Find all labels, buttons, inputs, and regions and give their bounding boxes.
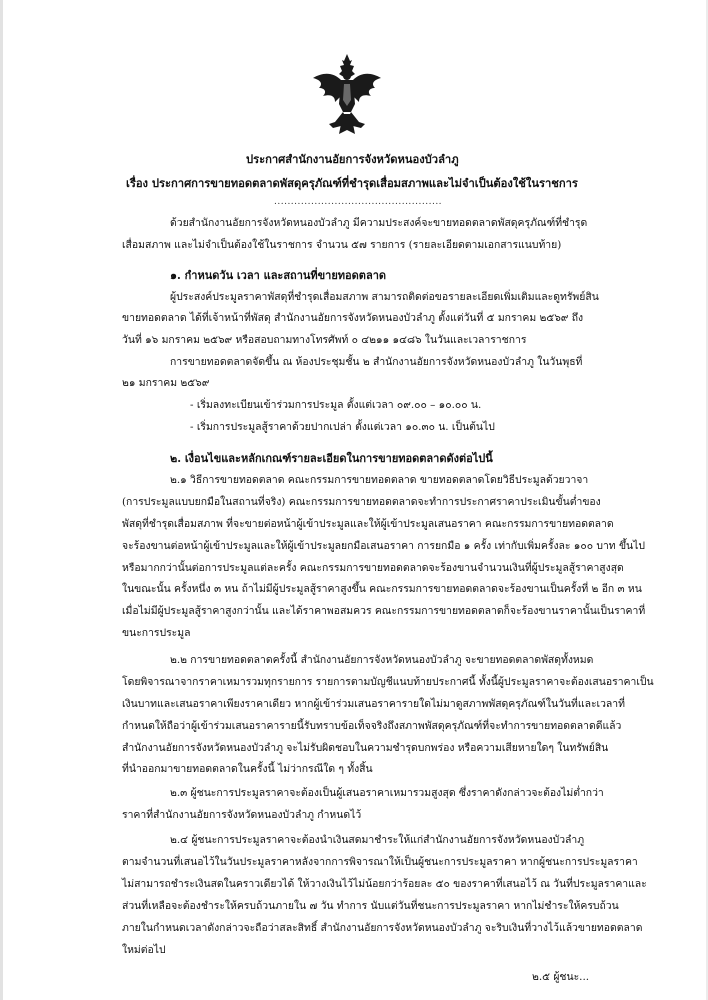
- paragraph-line: ๒.๔ ผู้ชนะการประมูลราคาจะต้องนำเงินสดมาชำระให้แก่สำนักงานอัยการจังหวัดหนองบัวลำภู: [170, 834, 585, 846]
- paragraph-line: ๒.๓ ผู้ชนะการประมูลราคาจะต้องเป็นผู้เสนอราคาเหมารวมสูงสุด ซึ่งราคาดังกล่าวจะต้องไม่ต่ำกว่า: [170, 787, 604, 799]
- paragraph-line: ในขณะนั้น ครั้งหนึ่ง ๓ หน ถ้าไม่มีผู้ประมูลสู้ราคาสูงขึ้น คณะกรรมการขายทอดตลาดจะร้องขานเป็นครั้งที่ ๒ อีก ๓ หน: [122, 583, 642, 595]
- paragraph-line: ๒.๒ การขายทอดตลาดครั้งนี้ สำนักงานอัยการจังหวัดหนองบัวลำภู จะขายทอดตลาดพัสดุทั้งหมด: [170, 654, 594, 666]
- paragraph-line: ราคาที่สำนักงานอัยการจังหวัดหนองบัวลำภู กำหนดไว้: [122, 809, 362, 821]
- paragraph-line: จะร้องขานต่อหน้าผู้เข้าประมูลและให้ผู้เข้าประมูลยกมือเสนอราคา การยกมือ ๑ ครั้ง เท่ากับเพิ่มครั้งละ ๑๐๐ บาท ขึ้นไป: [122, 540, 645, 552]
- paragraph-line: (การประมูลแบบยกมือในสถานที่จริง) คณะกรรมการขายทอดตลาดจะทำการประกาศราคาประเมินขั้นต่ำของ: [122, 496, 601, 508]
- page-continuation-note: ๒.๕ ผู้ชนะ...: [532, 971, 590, 983]
- garuda-emblem-icon: [311, 52, 383, 136]
- paragraph-line: ขนะการประมูล: [122, 627, 191, 639]
- paragraph-line: ขายทอดตลาด ได้ที่เจ้าหน้าที่พัสดุ สำนักงานอัยการจังหวัดหนองบัวลำภู ตั้งแต่วันที่ ๕ มกราคม ๒๕๖๙ ถึง: [122, 312, 584, 324]
- paragraph-line: ส่วนที่เหลือจะต้องชำระให้ครบถ้วนภายใน ๗ วัน ทำการ นับแต่วันที่ชนะการประมูลราคา หากไม่ชำระให้ครบถ้วน: [122, 900, 619, 912]
- paragraph-line: ใหม่ต่อไป: [122, 944, 166, 956]
- paragraph-line: ภายในกำหนดเวลาดังกล่าวจะถือว่าสละสิทธิ์ สำนักงานอัยการจังหวัดหนองบัวลำภู จะริบเงินที่วางไว้แล้วขายทอดตลาด: [122, 922, 643, 934]
- title-separator: ..................................................: [274, 197, 443, 207]
- paragraph-line: การขายทอดตลาดจัดขึ้น ณ ห้องประชุมชั้น ๒ สำนักงานอัยการจังหวัดหนองบัวลำภู ในวันพุธที่: [170, 356, 583, 368]
- paragraph-line: เสื่อมสภาพ และไม่จำเป็นต้องใช้ในราชการ จำนวน ๕๗ รายการ (รายละเอียดตามเอกสารแนบท้าย): [122, 239, 562, 251]
- paragraph-line: ๒.๑ วิธีการขายทอดตลาด คณะกรรมการขายทอดตลาด ขายทอดตลาดโดยวิธีประมูลด้วยวาจา: [170, 474, 589, 486]
- paragraph-line: หรือมากกว่านั้นต่อการประมูลแต่ละครั้ง คณะกรรมการขายทอดตลาดจะร้องขานจำนวนเงินที่ผู้ประมูลสู้ราคาสูงสุด: [122, 562, 624, 574]
- section-heading: ๑. กำหนดวัน เวลา และสถานที่ขายทอดตลาด: [170, 269, 387, 282]
- paragraph-line: เมื่อไม่มีผู้ประมูลสู้ราคาสูงกว่านั้น และได้ราคาพอสมควร คณะกรรมการขายทอดตลาดก็จะร้องขานราคานั้นเป็นราคาที่: [122, 605, 646, 617]
- paragraph-line: วันที่ ๑๖ มกราคม ๒๕๖๙ หรือสอบถามทางโทรศัพท์ ๐ ๔๒๑๑ ๑๔๘๖ ในวันและเวลาราชการ: [122, 334, 527, 346]
- paragraph-line: โดยพิจารณาจากราคาเหมารวมทุกรายการ รายการตามบัญชีแนบท้ายประกาศนี้ ทั้งนี้ผู้ประมูลราคาจะต้องเสนอราคาเป็น: [122, 676, 654, 688]
- paragraph-line: ไม่สามารถชำระเงินสดในคราวเดียวได้ ให้วางเงินไว้ไม่น้อยกว่าร้อยละ ๕๐ ของราคาที่เสนอไว้ ณ วันที่ประมูลราคาและ: [122, 878, 647, 890]
- bullet-line: - เริ่มลงทะเบียนเข้าร่วมการประมูล ตั้งแต่เวลา ๐๙.๐๐ – ๑๐.๐๐ น.: [190, 399, 482, 411]
- document-title: ประกาศสำนักงานอัยการจังหวัดหนองบัวลำภู: [246, 152, 459, 166]
- paragraph-line: ด้วยสำนักงานอัยการจังหวัดหนองบัวลำภู มีความประสงค์จะขายทอดตลาดพัสดุครุภัณฑ์ที่ชำรุด: [170, 217, 588, 229]
- paragraph-line: ผู้ประสงค์ประมูลราคาพัสดุที่ชำรุดเสื่อมสภาพ สามารถติดต่อขอรายละเอียดเพิ่มเติมและดูทรัพย์สิน: [170, 291, 599, 303]
- paragraph-line: เงินบาทและเสนอราคาเพียงราคาเดียว หากผู้เข้าร่วมเสนอราคารายใดไม่มาดูสภาพพัสดุครุภัณฑ์ในวันที่และเวลาที่: [122, 698, 625, 710]
- paragraph-line: ที่นำออกมาขายทอดตลาดในครั้งนี้ ไม่ว่ากรณีใด ๆ ทั้งสิ้น: [122, 763, 373, 775]
- bullet-line: - เริ่มการประมูลสู้ราคาด้วยปากเปล่า ตั้งแต่เวลา ๑๐.๓๐ น. เป็นต้นไป: [190, 421, 495, 433]
- paragraph-line: สำนักงานอัยการจังหวัดหนองบัวลำภู จะไม่รับผิดชอบในความชำรุดบกพร่อง หรือความเสียหายใดๆ ในทรัพย์สิน: [122, 742, 609, 754]
- scan-left-edge: [0, 0, 3, 1000]
- paragraph-line: ๒๑ มกราคม ๒๕๖๙: [122, 377, 210, 389]
- document-subject: เรื่อง ประกาศการขายทอดตลาดพัสดุครุภัณฑ์ที่ชำรุดเสื่อมสภาพและไม่จำเป็นต้องใช้ในราชการ: [126, 176, 578, 190]
- paragraph-line: กำหนดให้ถือว่าผู้เข้าร่วมเสนอราคารายนี้รับทราบข้อเท็จจริงถึงสภาพพัสดุครุภัณฑ์ที่จะทำการขายทอดตลาดดีแล้ว: [122, 720, 622, 732]
- paragraph-line: พัสดุที่ชำรุดเสื่อมสภาพ ที่จะขายต่อหน้าผู้เข้าประมูลและให้ผู้เข้าประมูลเสนอราคา คณะกรรมการขายทอดตลาด: [122, 518, 614, 530]
- section-heading: ๒. เงื่อนไขและหลักเกณฑ์รายละเอียดในการขายทอดตลาดดังต่อไปนี้: [170, 452, 493, 465]
- paragraph-line: ตามจำนวนที่เสนอไว้ในวันประมูลราคาหลังจากการพิจารณาให้เป็นผู้ชนะการประมูลราคา หากผู้ชนะการประมูลราคา: [122, 856, 638, 868]
